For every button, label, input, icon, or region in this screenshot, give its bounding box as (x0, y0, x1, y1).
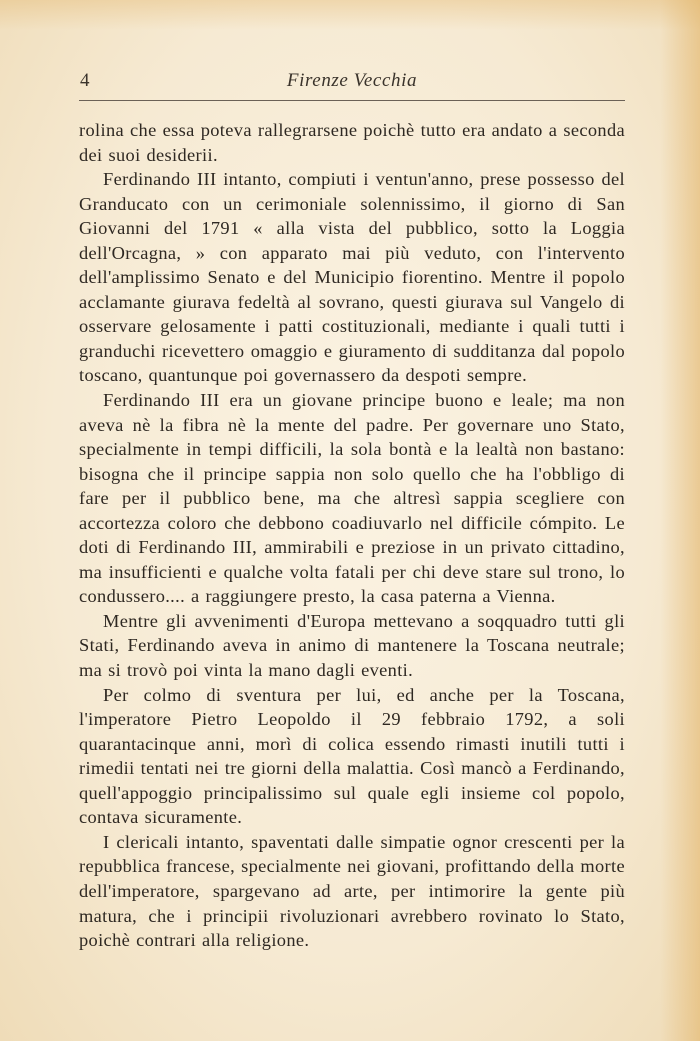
header-rule (79, 100, 625, 101)
paragraph: Mentre gli avvenimenti d'Europa mettevano a soqquadro tutti gli Stati, Ferdinando aveva in animo di mantenere la Toscana neutrale; ma si trovò poi vinta la mano dagli eventi. (79, 610, 625, 681)
page-edge-shading (660, 0, 700, 1041)
running-title: Firenze Vecchia (286, 70, 418, 91)
page-top-shading (0, 0, 700, 30)
paragraph: Per colmo di sventura per lui, ed anche per la Toscana, l'imperatore Pietro Leopoldo il 29 febbraio 1792, a soli quarantacinque anni, morì di colica essendo rimasti inutili tutti i rimedii tentati nei tre giorni della malattia. Così mancò a Ferdinando, quell'appoggio principalissimo sul quale egli insieme col popolo, contava sicuramente. (79, 684, 625, 828)
page-number: 4 (80, 70, 90, 91)
paragraph: I clericali intanto, spaventati dalle simpatie ognor crescenti per la repubblica francese, specialmente nei giovani, profittando della morte dell'imperatore, spargevano ad arte, per intimorire la gente più matura, che i principii rivoluzionari avrebbero rovinato lo Stato, poichè contrari alla religione. (79, 831, 625, 951)
paragraph: Ferdinando III intanto, compiuti i ventun'anno, prese possesso del Granducato con un cerimoniale solennissimo, il giorno di San Giovanni del 1791 « alla vista del pubblico, sotto la Loggia dell'Orcagna, » con apparato mai più veduto, con l'intervento dell'amplissimo Senato e del Municipio fiorentino. Mentre il popolo acclamante giurava fedeltà al sovrano, questi giurava sul Vangelo di osservare gelosamente i patti costituzionali, mediante i quali tutti i granduchi ricevettero omaggio e giuramento di sudditanza dal popolo toscano, quantunque poi governassero da despoti sempre. (79, 169, 625, 386)
paragraph: Ferdinando III era un giovane principe buono e leale; ma non aveva nè la fibra nè la mente del padre. Per governare uno Stato, specialmente in tempi difficili, la sola bontà e la lealtà non bastano: bisogna che il principe sappia non solo quello che ha l'obbligo di fare per il pubblico bene, ma che altresì sappia scegliere con accortezza coloro che debbono coadiuvarlo nel difficile cómpito. Le doti di Ferdinando III, ammirabili e preziose in un privato cittadino, ma insufficienti e qualche volta fatali per chi deve stare sul trono, lo condussero.... a raggiungere presto, la casa paterna a Vienna. (79, 390, 625, 607)
page-header (79, 70, 625, 98)
paragraph-continued: rolina che essa poteva rallegrarsene poichè tutto era andato a seconda dei suoi desiderii. (79, 120, 625, 165)
body-text (79, 118, 625, 953)
